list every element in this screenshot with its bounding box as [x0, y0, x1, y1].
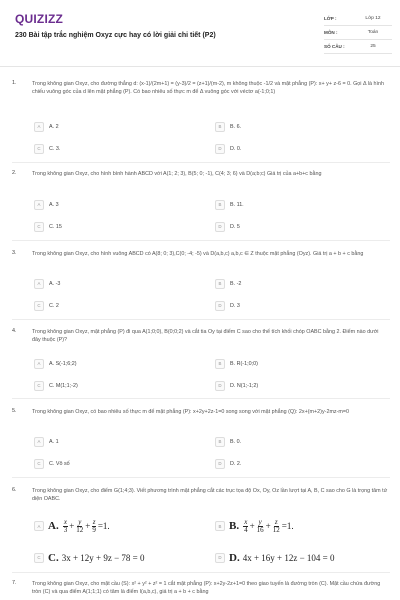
question-text: Trong không gian Oxyz, cho mặt cầu (S): x² + y² + z² = 1 cắt mặt phẳng (P): x+2y-2z+1=0 theo giao tuyến là đường tròn (C). Mặt cầu chứa đường tròn (C) và qua điểm A(1;1;1) có tâm là điểm I(a,b,c), giá trị a + b + c bằng [32, 581, 381, 596]
option-b[interactable] [215, 278, 241, 289]
meta-value: Toán [367, 30, 379, 35]
option-text: A. 1 [49, 438, 59, 445]
question-divider [12, 398, 390, 399]
option-text: D. 5 [230, 223, 240, 230]
option-text: D. N(1;-1;2) [230, 382, 259, 389]
option-b[interactable] [215, 516, 294, 536]
option-text: D. 3 [230, 302, 240, 309]
option-badge: A [34, 521, 44, 531]
numerator: z [92, 517, 96, 526]
numerator: y [258, 517, 262, 526]
option-text: C. Vô số [49, 460, 70, 467]
option-text: A. S(-1;6;2) [49, 360, 77, 367]
option-badge: B [215, 521, 225, 531]
option-badge: B [215, 359, 225, 369]
option-badge: A [34, 279, 44, 289]
denominator: 4 [244, 525, 248, 534]
option-b[interactable] [215, 199, 244, 210]
option-badge: A [34, 359, 44, 369]
question-number: 1. [12, 80, 17, 86]
question-text: Trong không gian Oxyz, cho điểm G(1;4;3). Viết phương trình mặt phẳng cắt các trục tọa độ Ox, Oy, Oz lần lượt tại A, B, C sao cho G là trọng tâm tứ diện OABC. [32, 488, 388, 503]
option-badge: B [215, 279, 225, 289]
document-title: 230 Bài tập trắc nghiệm Oxyz cực hay có lời giải chi tiết (P2) [15, 32, 216, 39]
option-badge: A [34, 437, 44, 447]
option-text: A. 3 [49, 201, 59, 208]
denominator: 12 [272, 525, 280, 534]
quizizz-logo: QUIZIZZ [15, 12, 64, 26]
option-badge: D [215, 381, 225, 391]
option-badge: D [215, 553, 225, 563]
option-text: C. M(1;1;-2) [49, 382, 78, 389]
option-badge: C [34, 222, 44, 232]
meta-key: LỚP : [324, 16, 337, 21]
meta-row-count [324, 40, 392, 54]
question-text: Trong không gian Oxyz, cho đường thẳng d: (x-1)/(2m+1) = (y-3)/2 = (z+1)/(m-2), m không thuộc -1/2 và mặt phẳng (P): x+ y+ z-6 = 0. Gọi Δ là hình chiếu vuông góc của d lên mặt phẳng (P). Có bao nhiêu số thực m để Δ vuông góc với véctơ a(-1;0;1) [32, 81, 384, 96]
fraction [243, 519, 249, 534]
option-a[interactable] [34, 436, 59, 447]
denominator: 12 [76, 525, 84, 534]
equation-rhs: =1. [281, 521, 294, 531]
equation-rhs: =1. [97, 521, 110, 531]
fraction [272, 519, 281, 534]
fraction [91, 519, 97, 534]
question-number: 3. [12, 250, 17, 256]
fraction [63, 519, 69, 534]
option-badge: A [34, 200, 44, 210]
option-text: B. 0. [230, 438, 242, 445]
meta-row-class [324, 12, 392, 26]
option-c[interactable] [34, 458, 70, 469]
option-text: B. 11. [230, 201, 244, 208]
numerator: x [63, 517, 67, 526]
option-equation: A. $\frac{x}{3}$ + $\frac{y}{12}$ + $\frac{z}{9}$ =1. [48, 517, 110, 534]
numerator: y [78, 517, 82, 526]
option-d[interactable] [215, 143, 241, 154]
denominator: 16 [256, 525, 264, 534]
option-b[interactable] [215, 436, 241, 447]
option-badge: C [34, 301, 44, 311]
option-text: C. 15 [49, 223, 62, 230]
option-text: B. 6. [230, 123, 242, 130]
question-text: Trong không gian Oxyz, cho hình bình hành ABCD với A(1; 2; 3), B(5; 0; -1), C(4; 3; 6) và D(a;b;c) Giá trị của a+b+c bằng [32, 171, 322, 177]
option-a[interactable] [34, 278, 60, 289]
fraction [75, 519, 84, 534]
option-d[interactable] [215, 300, 240, 311]
option-c[interactable] [34, 552, 145, 563]
option-text: B. -2 [230, 280, 242, 287]
question-divider [12, 477, 390, 478]
question-number: 7. [12, 580, 17, 586]
meta-value: Lớp 12 [365, 16, 381, 21]
option-label: A. [48, 520, 59, 532]
option-badge: D [215, 459, 225, 469]
option-badge: B [215, 122, 225, 132]
question-divider [12, 572, 390, 573]
option-text: A. 2 [49, 123, 59, 130]
option-equation [229, 552, 335, 564]
option-badge: C [34, 459, 44, 469]
fraction [256, 519, 265, 534]
option-c[interactable] [34, 143, 60, 154]
option-text: C. 2 [49, 302, 59, 309]
option-b[interactable] [215, 358, 258, 369]
denominator: 3 [63, 525, 68, 534]
option-label: B. [229, 520, 240, 532]
meta-value: 25 [370, 44, 376, 49]
option-badge: D [215, 144, 225, 154]
option-a[interactable] [34, 121, 59, 132]
option-badge: B [215, 200, 225, 210]
question-number: 2. [12, 170, 17, 176]
question-divider [12, 162, 390, 163]
option-label: C. [48, 551, 59, 564]
numerator: x [244, 517, 248, 526]
header-divider [0, 66, 400, 67]
question-number: 6. [12, 487, 17, 493]
option-c[interactable] [34, 300, 59, 311]
option-a[interactable] [34, 358, 77, 369]
option-label: D. [229, 551, 240, 564]
question-divider [12, 319, 390, 320]
option-equation: B. $\frac{x}{4}$ + $\frac{y}{16}$ + $\frac{z}{12}$ =1. [229, 517, 294, 534]
meta-key: MÔN : [324, 30, 338, 35]
option-a[interactable] [34, 516, 110, 536]
denominator: 9 [92, 525, 96, 534]
option-badge: C [34, 381, 44, 391]
meta-panel [324, 12, 392, 54]
meta-row-subject [324, 26, 392, 40]
option-d[interactable] [215, 221, 240, 232]
option-c[interactable] [34, 380, 78, 391]
option-text: C. 3. [49, 145, 61, 152]
option-text: A. -3 [49, 280, 61, 287]
question-text: Trong không gian Oxyz, có bao nhiêu số thực m để mặt phẳng (P): x+2y+2z-1=0 song song với mặt phẳng (Q): 2x+(m+2)y-2mz-m=0 [32, 409, 350, 415]
option-badge: A [34, 122, 44, 132]
option-equation [48, 552, 145, 564]
option-badge: C [34, 553, 44, 563]
option-d[interactable] [215, 458, 241, 469]
question-number: 5. [12, 408, 17, 414]
option-c[interactable] [34, 221, 62, 232]
option-text: D. 2. [230, 460, 242, 467]
option-d[interactable] [215, 552, 335, 563]
option-text: B. R(-1;0;0) [230, 360, 258, 367]
question-number: 4. [12, 328, 17, 334]
option-text: D. 0. [230, 145, 242, 152]
equation-text: 3x + 12y + 9z − 78 = 0 [61, 552, 145, 563]
option-d[interactable] [215, 380, 258, 391]
page-header [0, 0, 400, 60]
equation-text: 4x + 16y + 12z − 104 = 0 [242, 552, 335, 563]
question-text: Trong không gian Oxyz, mặt phẳng (P) đi qua A(1;0;0), B(0;0;2) và cắt tia Oy tại điểm C sao cho thể tích khối chóp OABC bằng 2. Điểm nào dưới đây thuộc (P)? [32, 329, 379, 344]
meta-key: SỐ CÂU : [324, 44, 345, 49]
question-divider [12, 240, 390, 241]
question-text: Trong không gian Oxyz, cho hình vuông ABCD có A(8; 0; 3),C(0; -4; -5) và D(a,b,c) a,b,c ∈ Z thuộc mặt phẳng (Oyz). Giá trị a + b + c bằng [32, 251, 364, 257]
option-badge: B [215, 437, 225, 447]
option-b[interactable] [215, 121, 241, 132]
option-a[interactable] [34, 199, 59, 210]
option-badge: D [215, 301, 225, 311]
option-badge: C [34, 144, 44, 154]
option-badge: D [215, 222, 225, 232]
numerator: z [274, 517, 278, 526]
